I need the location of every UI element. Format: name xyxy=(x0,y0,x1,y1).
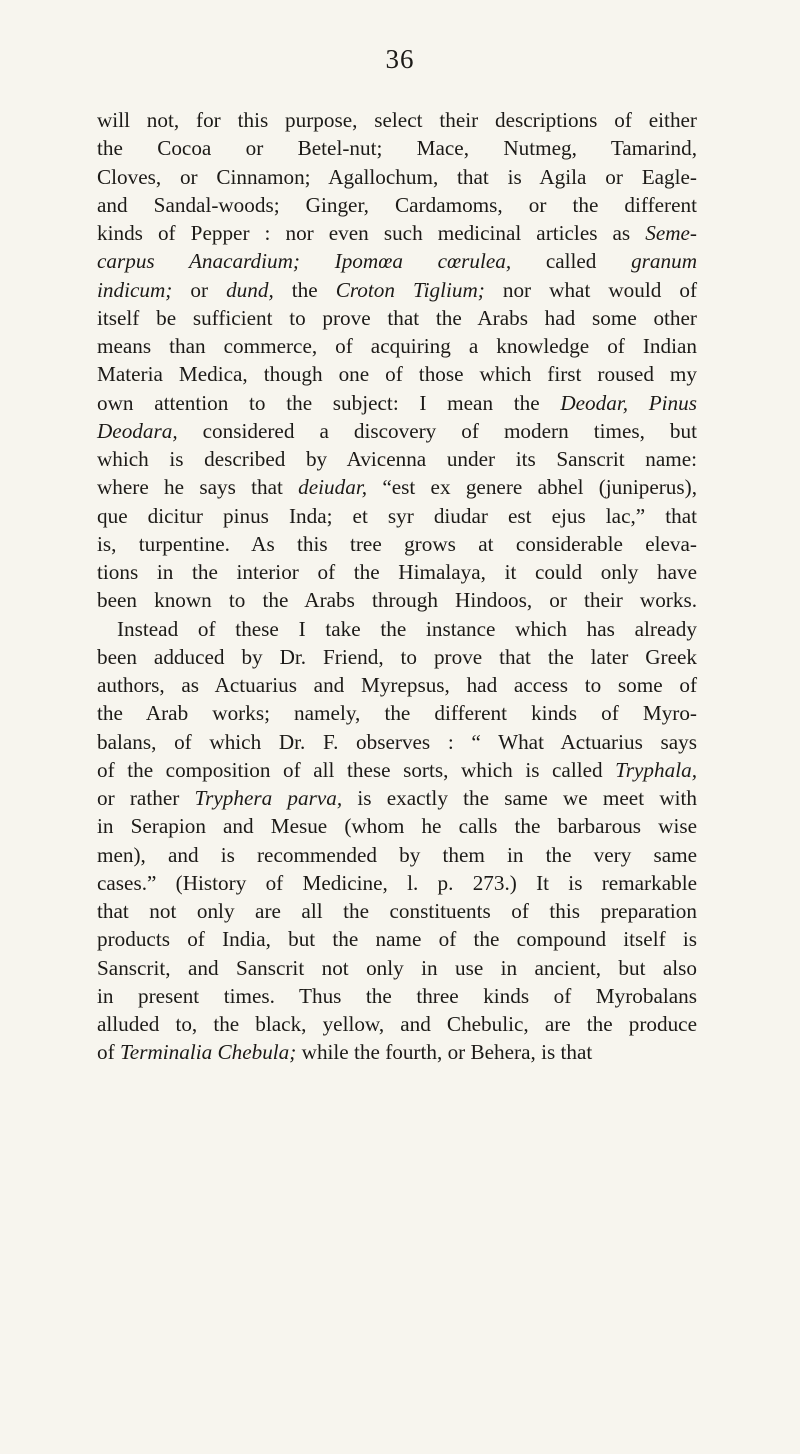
text-segment: nor what would of xyxy=(484,277,698,302)
text-line xyxy=(97,304,697,332)
text-segment: Cloves, or Cinnamon; Agallochum, that is Agila or Eagle- xyxy=(97,164,697,189)
text-line xyxy=(97,106,697,134)
text-segment: been known to the Arabs through Hindoos, or their works. xyxy=(97,588,697,613)
text-line xyxy=(97,869,697,897)
text-segment: while the fourth, or Behera, is that xyxy=(296,1040,593,1065)
text-line xyxy=(97,1038,697,1066)
text-segment: where he says that xyxy=(97,475,299,500)
italic-text: Tryphala, xyxy=(615,757,697,782)
text-line xyxy=(97,530,697,558)
text-line xyxy=(97,699,697,727)
text-segment: which is described by Avicenna under its Sanscrit name: xyxy=(97,447,697,471)
italic-text: indicum; xyxy=(97,277,173,302)
text-line xyxy=(97,756,697,784)
text-line xyxy=(97,812,697,840)
text-segment: alluded to, the black, yellow, and Chebulic, are the produce xyxy=(97,1012,697,1036)
text-line xyxy=(97,925,697,953)
text-segment: men), and is recommended by them in the very same xyxy=(97,842,697,867)
text-segment: que dicitur pinus Inda; et syr diudar est ejus lac,” that xyxy=(97,503,697,528)
text-segment: itself be sufficient to prove that the Arabs had some other xyxy=(97,305,697,330)
text-segment: cases.” (History of Medicine, l. p. 273.) It is remarkable xyxy=(97,870,697,895)
text-line xyxy=(97,276,697,304)
text-line xyxy=(97,247,697,275)
text-line xyxy=(97,671,697,699)
text-line xyxy=(97,163,697,191)
text-line xyxy=(97,219,697,247)
text-segment: and Sandal-woods; Ginger, Cardamoms, or the different xyxy=(97,192,697,217)
text-line xyxy=(97,784,697,812)
text-line xyxy=(97,445,697,473)
text-segment: Sanscrit, and Sanscrit not only in use in ancient, but also xyxy=(97,955,697,980)
text-line xyxy=(97,360,697,388)
text-line xyxy=(97,954,697,982)
text-segment: called xyxy=(511,249,632,274)
text-segment: tions in the interior of the Himalaya, it could only have xyxy=(97,560,697,584)
text-segment: “est ex genere abhel (juniperus), xyxy=(367,475,697,500)
text-line xyxy=(97,417,697,445)
text-segment: is, turpentine. As this tree grows at considerable eleva- xyxy=(97,531,697,556)
italic-text: Deodar, Pinus xyxy=(560,390,697,415)
italic-text: Deodara, xyxy=(97,418,178,443)
text-segment: authors, as Actuarius and Myrepsus, had access to some of xyxy=(97,673,697,697)
text-segment: means than commerce, of acquiring a knowledge of Indian xyxy=(97,334,697,358)
text-segment: products of India, but the name of the compound itself is xyxy=(97,927,697,952)
italic-text: carpus Anacardium; Ipomœa cœrulea, xyxy=(97,249,512,274)
italic-text: Croton Tiglium; xyxy=(335,277,485,302)
text-segment: is exactly the same we meet with xyxy=(342,786,697,810)
text-segment: of xyxy=(97,1040,120,1065)
text-segment: that not only are all the constituents of this preparation xyxy=(97,899,697,923)
page-number: 36 xyxy=(385,44,415,74)
italic-text: Terminalia Chebula; xyxy=(119,1040,297,1065)
italic-text: granum xyxy=(631,249,697,274)
text-segment: the xyxy=(273,277,336,302)
text-line xyxy=(97,502,697,530)
text-segment: considered a discovery of modern times, but xyxy=(177,418,697,443)
text-line xyxy=(97,134,697,162)
text-segment: in Serapion and Mesue (whom he calls the barbarous wise xyxy=(97,814,697,839)
text-segment: kinds of Pepper : nor even such medicinal articles as xyxy=(97,221,646,245)
text-line xyxy=(97,728,697,756)
text-segment: will not, for this purpose, select their descriptions of either xyxy=(97,108,697,132)
text-segment: or xyxy=(172,277,227,302)
text-segment: the Cocoa or Betel-nut; Mace, Nutmeg, Tamarind, xyxy=(97,136,697,161)
text-line xyxy=(97,332,697,360)
text-line xyxy=(97,982,697,1010)
italic-text: dund, xyxy=(226,277,274,302)
text-line xyxy=(97,389,697,417)
text-segment: Instead of these I take the instance which has already xyxy=(117,616,697,641)
body-text xyxy=(97,106,697,1067)
text-segment: of the composition of all these sorts, which is called xyxy=(97,757,616,782)
text-line xyxy=(97,897,697,925)
text-line xyxy=(97,643,697,671)
text-segment: own attention to the subject: I mean the xyxy=(97,390,561,415)
text-segment: or rather xyxy=(97,786,195,810)
text-line xyxy=(97,473,697,501)
text-line xyxy=(97,615,697,643)
text-segment: Materia Medica, though one of those which first roused my xyxy=(97,362,697,387)
text-line xyxy=(97,586,697,614)
text-segment: been adduced by Dr. Friend, to prove that the later Greek xyxy=(97,644,697,669)
text-line xyxy=(97,558,697,586)
italic-text: deiudar, xyxy=(298,475,368,500)
italic-text: Seme- xyxy=(645,221,697,245)
text-segment: in present times. Thus the three kinds of Myrobalans xyxy=(97,983,697,1008)
text-segment: the Arab works; namely, the different kinds of Myro- xyxy=(97,701,697,726)
text-line xyxy=(97,1010,697,1038)
text-line xyxy=(97,191,697,219)
italic-text: Tryphera parva, xyxy=(194,786,343,810)
text-segment: balans, of which Dr. F. observes : “ What Actuarius says xyxy=(97,729,697,754)
text-line xyxy=(97,841,697,869)
